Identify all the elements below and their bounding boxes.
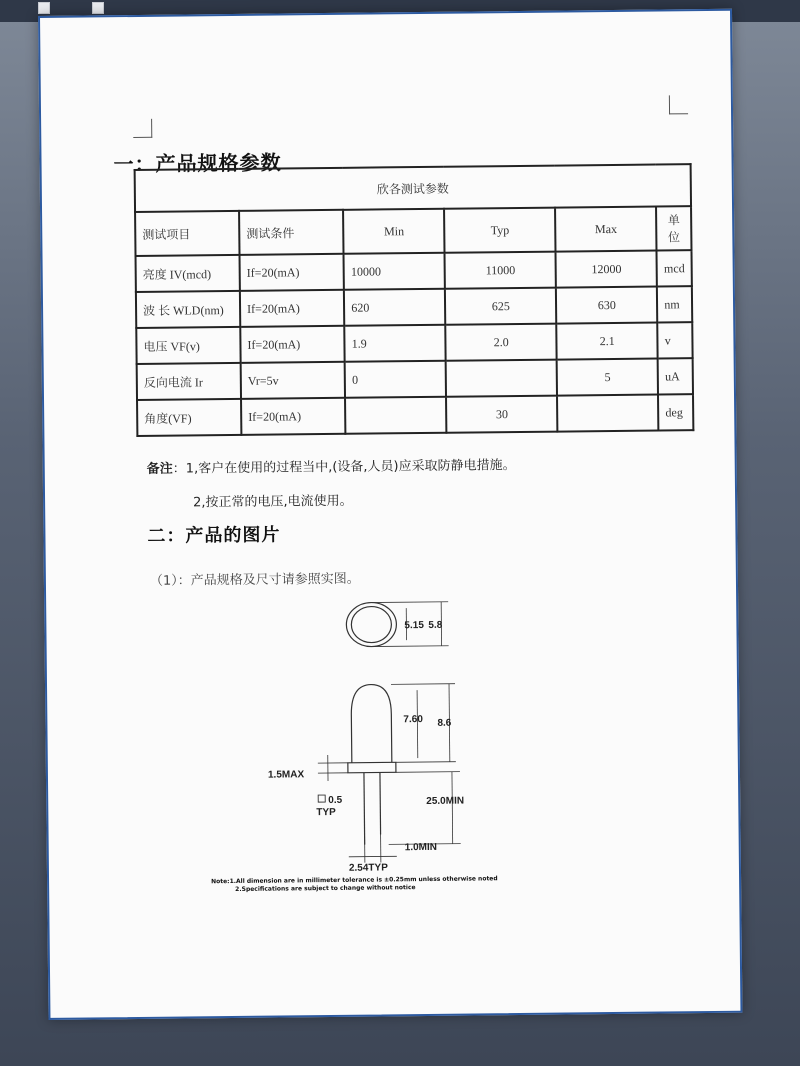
dim-line — [396, 772, 460, 773]
table-cell: If=20(mA) — [240, 326, 345, 363]
section2-title: 二：产品的图片 — [147, 524, 281, 547]
figure-caption: （1）：产品规格及尺寸请参照实图。 — [149, 571, 360, 589]
table-cell: nm — [657, 286, 692, 322]
led-top-view-inner — [351, 606, 391, 642]
dim-line — [371, 602, 448, 603]
dim-label-typ: TYP — [316, 806, 336, 819]
dim-line — [349, 856, 397, 857]
dim-line — [396, 762, 456, 763]
table-cell: Vr=5v — [241, 362, 346, 399]
square-lead-icon — [318, 795, 325, 802]
dim-label-lead-min: 1.0MIN — [404, 841, 438, 854]
led-body-outline — [351, 684, 392, 762]
table-cell: 11000 — [445, 252, 556, 289]
dim-label-5-15: 5.15 — [404, 619, 424, 632]
table-cell: If=20(mA) — [241, 398, 346, 435]
note-label: 备注 — [146, 461, 173, 477]
led-top-view-outer — [346, 602, 396, 647]
dim-label-flange: 1.5MAX — [267, 769, 305, 781]
table-cell: 角度(VF) — [137, 399, 241, 436]
table-cell: 反向电流 Ir — [137, 363, 241, 400]
led-lead — [364, 773, 365, 845]
table-cell: v — [658, 322, 693, 358]
table-cell: 620 — [344, 289, 446, 326]
table-cell: uA — [658, 358, 693, 394]
table-cell: 2.0 — [446, 324, 557, 361]
table-cell: 2.1 — [556, 323, 658, 360]
table-caption: 欣各测试参数 — [135, 164, 691, 212]
table-cell: deg — [658, 394, 693, 430]
led-flange — [348, 762, 396, 773]
table-cell: 10000 — [344, 253, 446, 290]
table-cell: If=20(mA) — [240, 254, 345, 291]
dim-label-pitch: 2.54TYP — [348, 862, 388, 874]
document-page — [38, 9, 742, 1020]
section1-title: 一：产品规格参数 — [113, 150, 282, 177]
table-cell: 30 — [446, 396, 557, 433]
table-cell: 625 — [445, 288, 556, 325]
dim-label-8-6: 8.6 — [437, 717, 452, 729]
header-cell: Typ — [444, 208, 555, 253]
table-cell: If=20(mA) — [240, 290, 345, 327]
dim-label-lead-length: 25.0MIN — [426, 795, 465, 807]
table-cell: 波 长 WLD(nm) — [136, 291, 240, 328]
led-lead — [380, 772, 381, 834]
table-cell: 电压 VF(v) — [136, 327, 240, 364]
dim-label-7-60: 7.60 — [403, 714, 423, 726]
dim-line — [391, 684, 455, 685]
led-dimension-drawing — [40, 11, 740, 1018]
header-cell: Min — [343, 209, 445, 254]
table-cell: 亮度 IV(mcd) — [136, 255, 240, 292]
table-cell: 630 — [556, 287, 658, 324]
dim-line — [372, 646, 449, 647]
table-cell: 1.9 — [344, 325, 446, 362]
drawing-footnote-2: 2.Specifications are subject to change without notice — [235, 884, 416, 893]
table-cell: 12000 — [556, 251, 658, 288]
dim-line — [452, 772, 453, 844]
table-cell: 5 — [557, 359, 659, 396]
window-control-icon[interactable] — [92, 2, 104, 14]
header-cell: 单位 — [656, 206, 691, 250]
dim-label-lead-square: 0.5 — [328, 794, 343, 807]
window-control-icon[interactable] — [38, 2, 50, 14]
header-cell: 测试条件 — [239, 210, 344, 255]
note-text-1: ：1,客户在使用的过程当中,(设备,人员)应采取防静电措施。 — [172, 458, 516, 477]
drawing-footnote-1: Note:1.All dimension are in millimeter tolerance is ±0.25mm unless otherwise noted — [211, 875, 498, 886]
table-cell: 0 — [345, 361, 447, 398]
header-cell: Max — [555, 207, 657, 252]
note-line-2: 2,按正常的电压,电流使用。 — [193, 493, 353, 511]
dim-label-5-8: 5.8 — [428, 619, 443, 631]
header-cell: 测试项目 — [135, 211, 240, 256]
table-cell: mcd — [657, 250, 692, 286]
